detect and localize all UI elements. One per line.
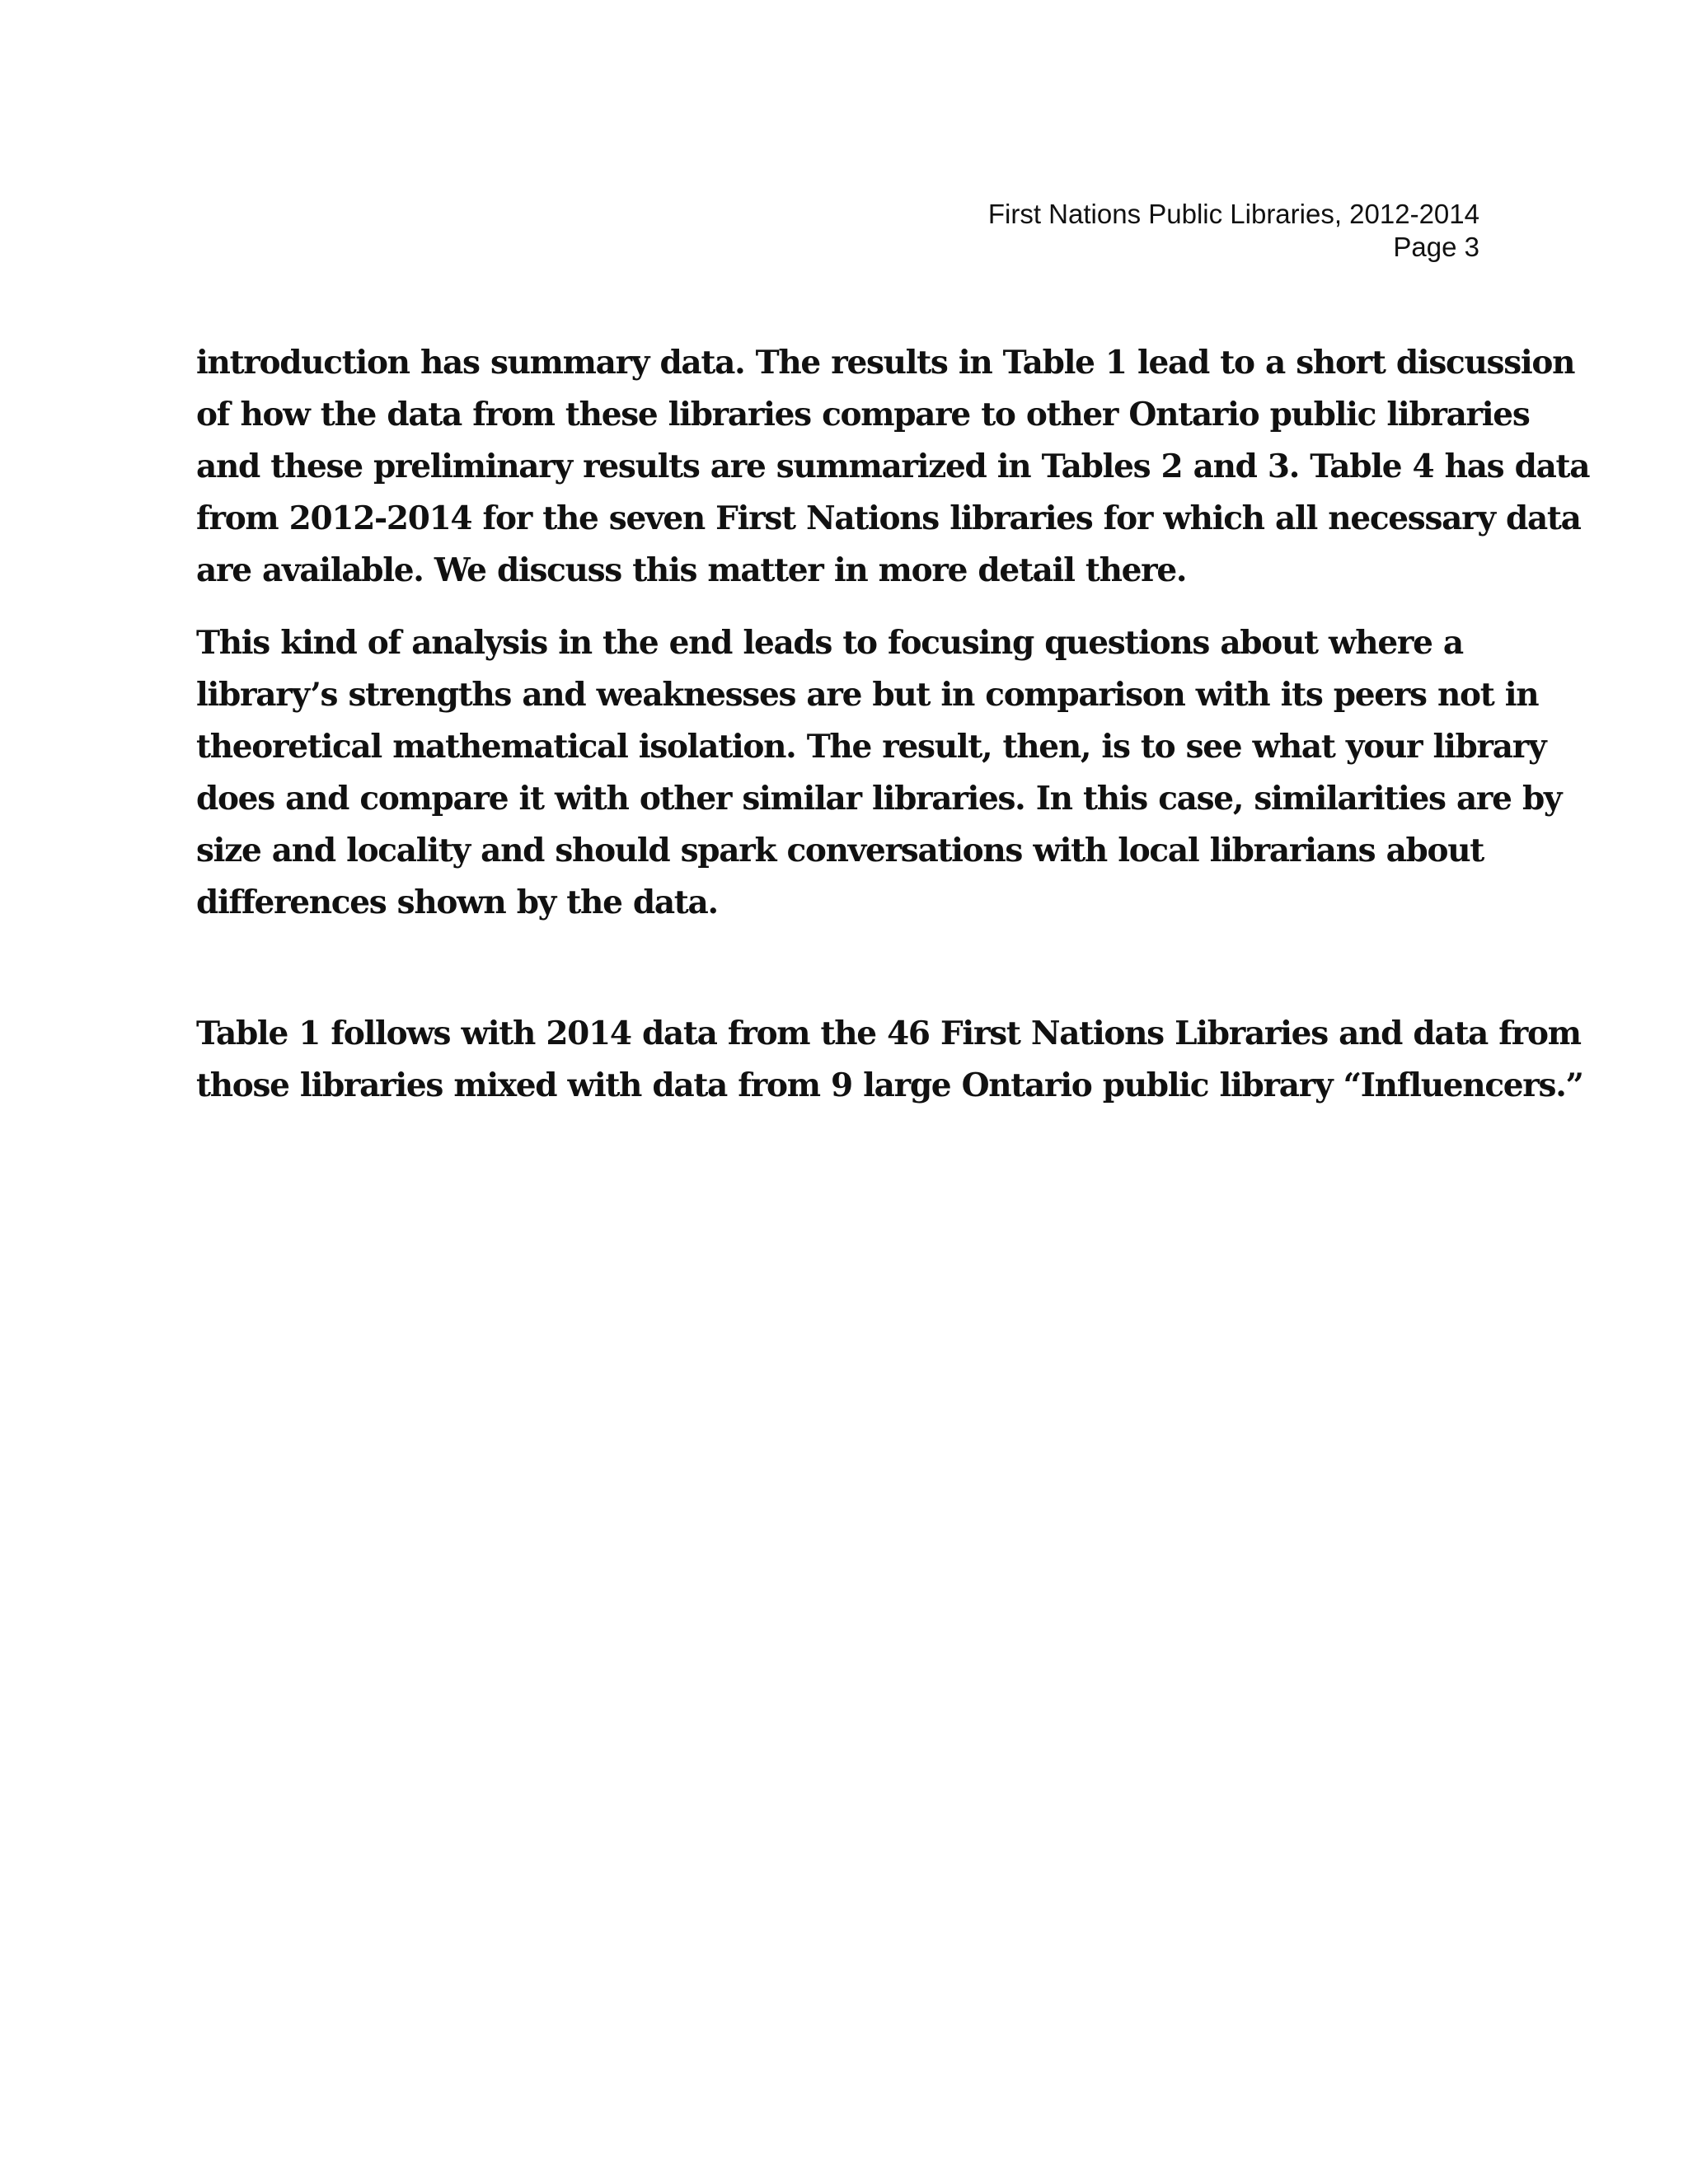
text-line: those libraries mixed with data from 9 large Ontario public library “Influencers.” — [196, 1066, 1583, 1104]
text-line: are available. We discuss this matter in more detail there. — [196, 551, 1187, 589]
text-line: and these preliminary results are summarized in Tables 2 and 3. Table 4 has data — [196, 448, 1590, 485]
text-line: differences shown by the data. — [196, 883, 718, 921]
page-header — [738, 198, 1479, 264]
paragraph-analysis — [196, 617, 1562, 929]
text-line: of how the data from these libraries compare to other Ontario public libraries — [196, 396, 1530, 434]
header-title: First Nations Public Libraries, 2012-2014 — [987, 199, 1479, 229]
text-line: size and locality and should spark conversations with local librarians about — [196, 832, 1484, 869]
text-line: does and compare it with other similar libraries. In this case, similarities are by — [196, 780, 1562, 818]
text-line: This kind of analysis in the end leads to focusing questions about where a — [196, 624, 1463, 662]
text-line: Table 1 follows with 2014 data from the 46 First Nations Libraries and data from — [196, 1015, 1581, 1052]
text-line: theoretical mathematical isolation. The result, then, is to see what your library — [196, 728, 1546, 766]
text-line: introduction has summary data. The results in Table 1 lead to a short discussion — [196, 344, 1575, 382]
text-line: library’s strengths and weaknesses are but in comparison with its peers not in — [196, 676, 1539, 714]
page-number: Page 3 — [1393, 232, 1479, 262]
text-line: from 2012-2014 for the seven First Nations libraries for which all necessary data — [196, 499, 1581, 537]
paragraph-table-intro — [196, 1008, 1583, 1112]
paragraph-intro-summary — [196, 337, 1590, 597]
document-body — [196, 337, 1590, 1112]
